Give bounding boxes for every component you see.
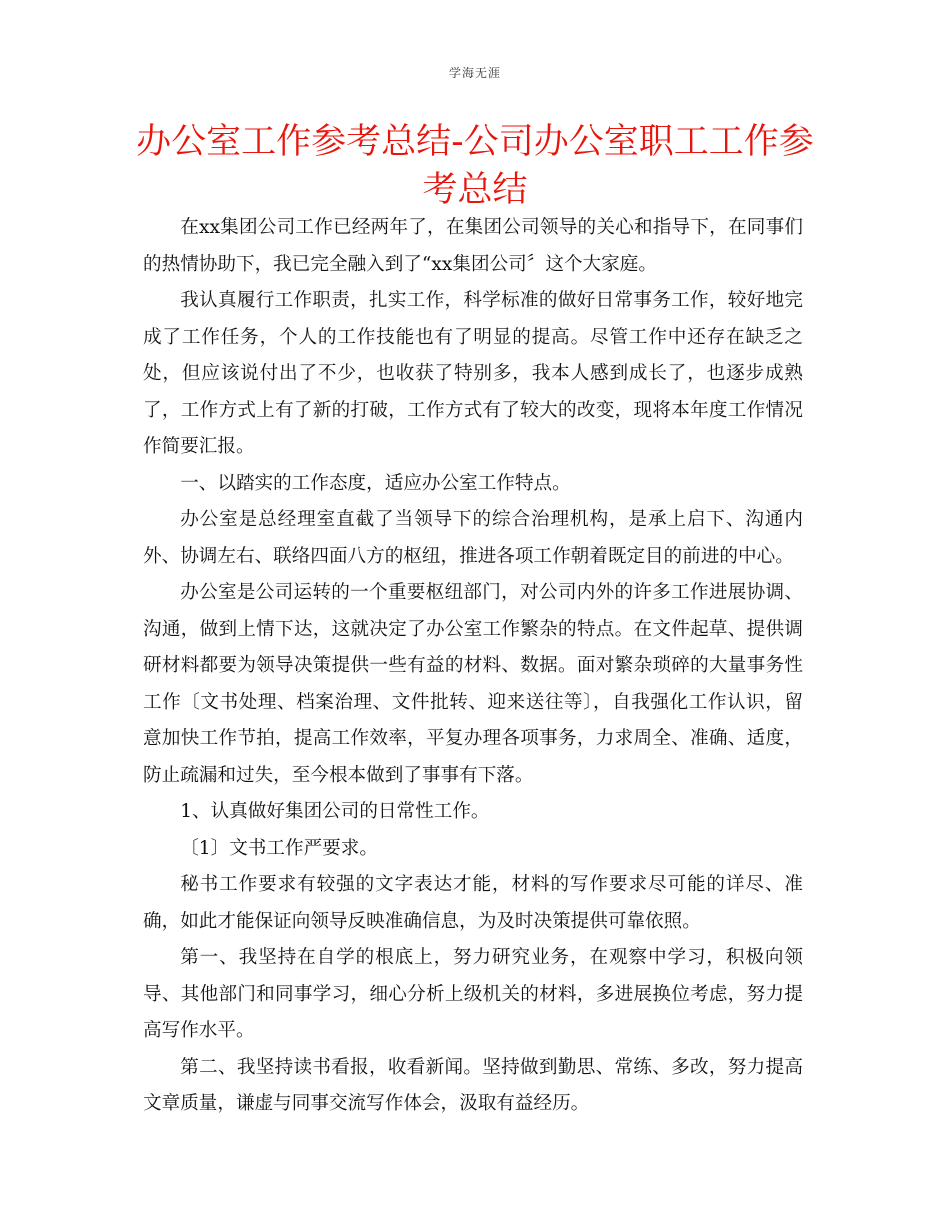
section-heading: 一、以踏实的工作态度，适应办公室工作特点。: [180, 472, 571, 494]
document-title: 办公室工作参考总结-公司办公室职工工作参考总结: [136, 122, 814, 210]
paragraph: 办公室是总经理室直截了当领导下的综合治理机构，是承上启下、沟通内外、协调左右、联络四面八方的枢纽，推进各项工作朝着既定目的前进的中心。: [143, 509, 803, 567]
subsection-heading: 1、认真做好集团公司的日常性工作。: [180, 801, 490, 822]
paragraph: 在xx集团公司工作已经两年了，在集团公司领导的关心和指导下，在同事们的热情协助下，我已完全融入到了“xx集团公司〞这个大家庭。: [143, 217, 803, 275]
document-body: [143, 210, 803, 1123]
paragraph: 第一、我坚持在自学的根底上，努力研究业务，在观察中学习，积极向领导、其他部门和同事学习，细心分析上级机关的材料，多进展换位考虑，努力提高写作水平。: [143, 947, 803, 1041]
paragraph: 第二、我坚持读书看报，收看新闻。坚持做到勤思、常练、多改，努力提高文章质量，谦虚与同事交流写作体会，汲取有益经历。: [143, 1056, 803, 1114]
paragraph: 秘书工作要求有较强的文字表达才能，材料的写作要求尽可能的详尽、准确，如此才能保证向领导反映准确信息，为及时决策提供可靠依照。: [143, 874, 803, 932]
page-header: 学海无涯: [448, 66, 501, 80]
subsection-heading: 〔1〕文书工作严要求。: [180, 837, 378, 859]
paragraph: 办公室是公司运转的一个重要枢纽部门，对公司内外的许多工作进展协调、沟通，做到上情下达，这就决定了办公室工作繁杂的特点。在文件起草、提供调研材料都要为领导决策提供一些有益的材料、数据。面对繁杂琐碎的大量事务性工作〔文书处理、档案治理、文件批转、迎来送往等〕，自我强化工作认识，留意加快工作节拍，提高工作效率，平复办理各项事务，力求周全、准确、适度，防止疏漏和过失，至今根本做到了事事有下落。: [143, 582, 803, 786]
paragraph: 我认真履行工作职责，扎实工作，科学标准的做好日常事务工作，较好地完成了工作任务，个人的工作技能也有了明显的提高。尽管工作中还存在缺乏之处，但应该说付出了不少，也收获了特别多，我本人感到成长了，也逐步成熟了，工作方式上有了新的打破，工作方式有了较大的改变，现将本年度工作情况作简要汇报。: [143, 290, 803, 457]
